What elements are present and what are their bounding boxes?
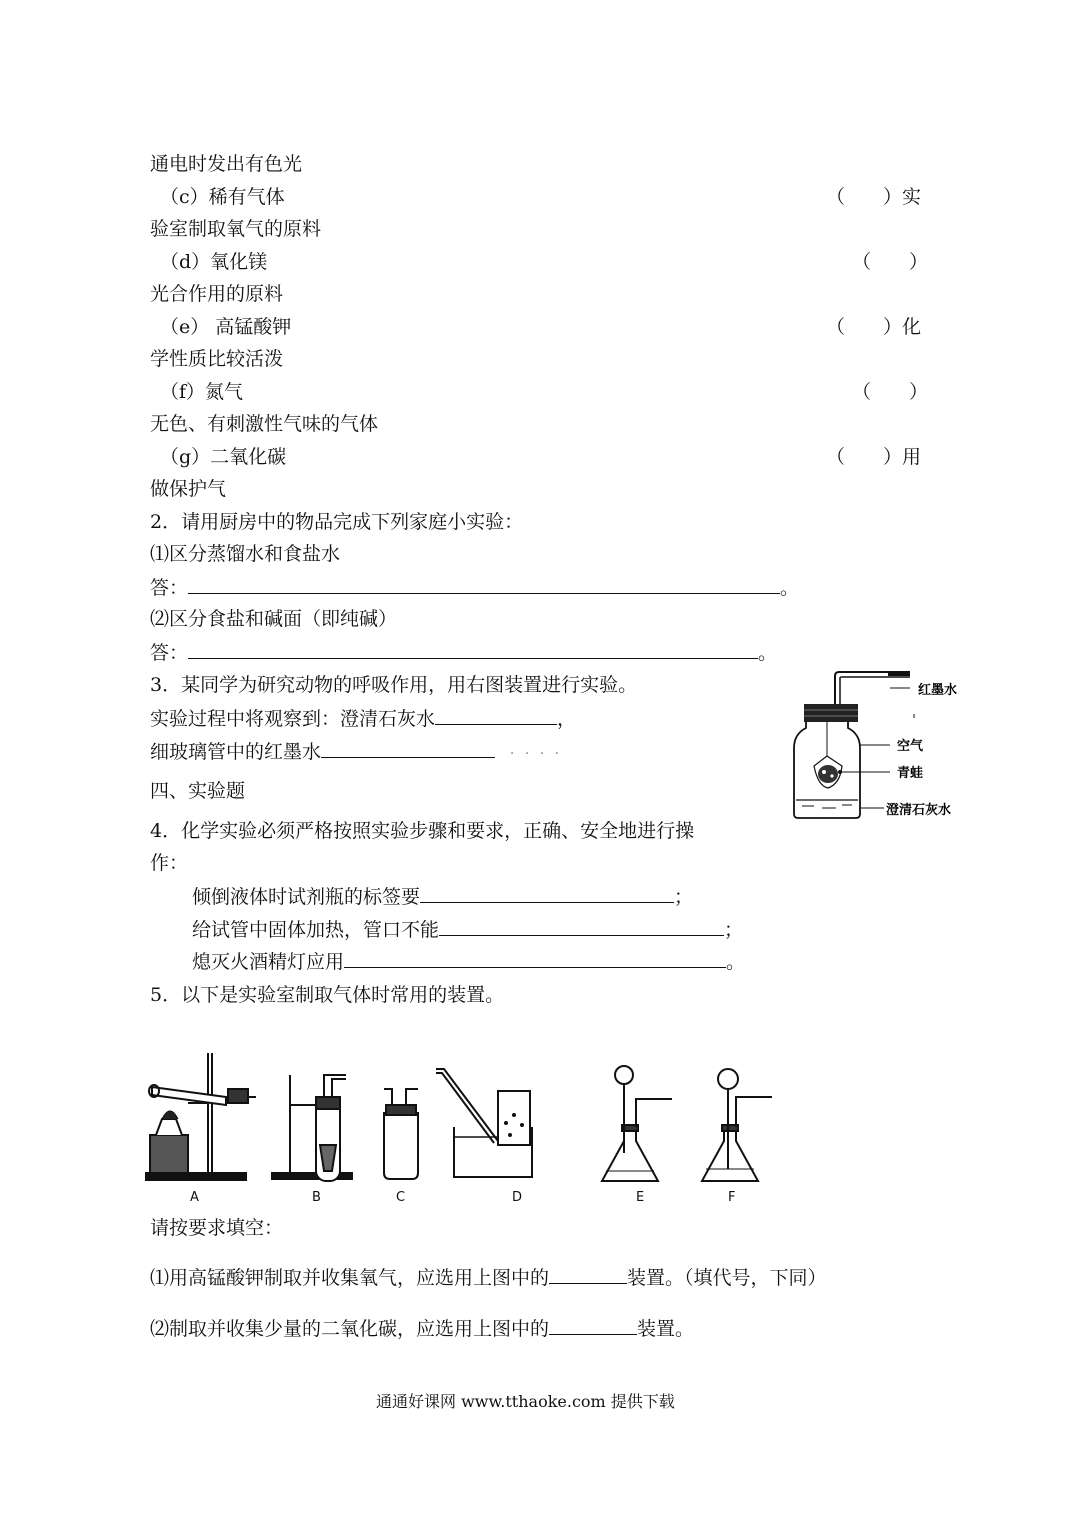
answer-paren-d: （ ） [852,251,929,273]
question-2-sub1: ⑴区分蒸馏水和食盐水 [150,543,341,565]
question-2-sub2: ⑵区分食盐和碱面（即纯碱） [150,608,398,630]
q3-text: 细玻璃管中的红墨水 [150,741,322,763]
answer-blank[interactable] [549,1316,637,1335]
question-4-item1 [192,884,693,909]
question-2-title: 2．请用厨房中的物品完成下列家庭小实验： [150,511,524,533]
q3-text: 实验过程中将观察到：澄清石灰水 [150,708,436,730]
answer-blank[interactable] [344,949,726,968]
question-4-item3 [192,949,745,974]
label-limewater: 澄清石灰水 [886,803,952,818]
text-line: 通电时发出有色光 [150,153,303,175]
text-line: 验室制取氧气的原料 [150,218,322,240]
q5-text: ⑴用高锰酸钾制取并收集氧气，应选用上图中的 [150,1267,550,1289]
page-footer: 通通好课网 www.tthaoke.com 提供下载 [376,1392,675,1411]
q5-text: 装置。 [637,1318,695,1340]
dots-decoration: · · · · [495,746,563,762]
question-5-sub1 [150,1265,827,1290]
label-red-ink: 红墨水 [918,683,958,698]
section-four-heading: 四、实验题 [150,780,246,802]
question-5-sub2 [150,1316,694,1341]
answer-paren-e: （ ）化 [826,316,922,338]
apparatus-figure [140,1045,790,1205]
label-frog: 青蛙 [897,766,924,781]
frog-respiration-figure [790,668,970,828]
text-line: 光合作用的原料 [150,283,284,305]
question-4-title-cont: 作： [150,852,189,874]
text-line: 无色、有刺激性气味的气体 [150,413,379,435]
answer-blank[interactable] [435,706,557,725]
question-4-title: 4．化学实验必须严格按照实验步骤和要求，正确、安全地进行操 [150,820,695,842]
answer-blank[interactable] [439,917,724,936]
label-air: 空气 [897,739,924,754]
answer-line-1 [150,575,799,600]
answer-blank[interactable] [188,640,758,659]
answer-line-2 [150,640,777,665]
item-e: （e） 高锰酸钾 [160,316,292,338]
q4-text: 熄灭火酒精灯应用 [192,951,345,973]
answer-paren-c: （ ）实 [826,186,922,208]
question-5-title: 5．以下是实验室制取气体时常用的装置。 [150,984,505,1006]
question-3-line1 [150,706,576,731]
semicolon: ； [724,919,744,941]
period: 。 [780,577,800,599]
answer-blank[interactable] [420,884,674,903]
answer-label: 答： [150,642,189,664]
item-d: （d）氧化镁 [160,251,268,273]
text-line: 学性质比较活泼 [150,348,284,370]
apparatus-label-b: B [312,1190,321,1205]
answer-paren-g: （ ）用 [826,446,922,468]
answer-blank[interactable] [188,575,780,594]
item-g: （g）二氧化碳 [160,446,287,468]
apparatus-label-a: A [190,1190,199,1205]
answer-blank[interactable] [549,1265,627,1284]
semicolon: ； [674,886,694,908]
apparatus-label-e: E [636,1190,645,1205]
period: 。 [758,642,778,664]
q5-text: ⑵制取并收集少量的二氧化碳，应选用上图中的 [150,1318,550,1340]
question-4-item2 [192,917,743,942]
answer-paren-f: （ ） [852,381,929,403]
apparatus-label-f: F [728,1190,736,1205]
apparatus-label-d: D [512,1190,523,1205]
q5-text: 装置。（填代号，下同） [627,1267,827,1289]
apparatus-label-c: C [396,1190,406,1205]
q4-text: 倾倒液体时试剂瓶的标签要 [192,886,421,908]
question-3-title: 3．某同学为研究动物的呼吸作用，用右图装置进行实验。 [150,674,638,696]
comma: ， [557,708,577,730]
question-5-prompt: 请按要求填空： [150,1217,284,1239]
q4-text: 给试管中固体加热，管口不能 [192,919,440,941]
item-c: （c）稀有气体 [160,186,285,208]
item-f: （f）氮气 [160,381,244,403]
answer-blank[interactable] [321,739,495,758]
text-line: 做保护气 [150,478,227,500]
question-3-line2 [150,739,562,766]
answer-label: 答： [150,577,189,599]
period: 。 [726,951,746,973]
